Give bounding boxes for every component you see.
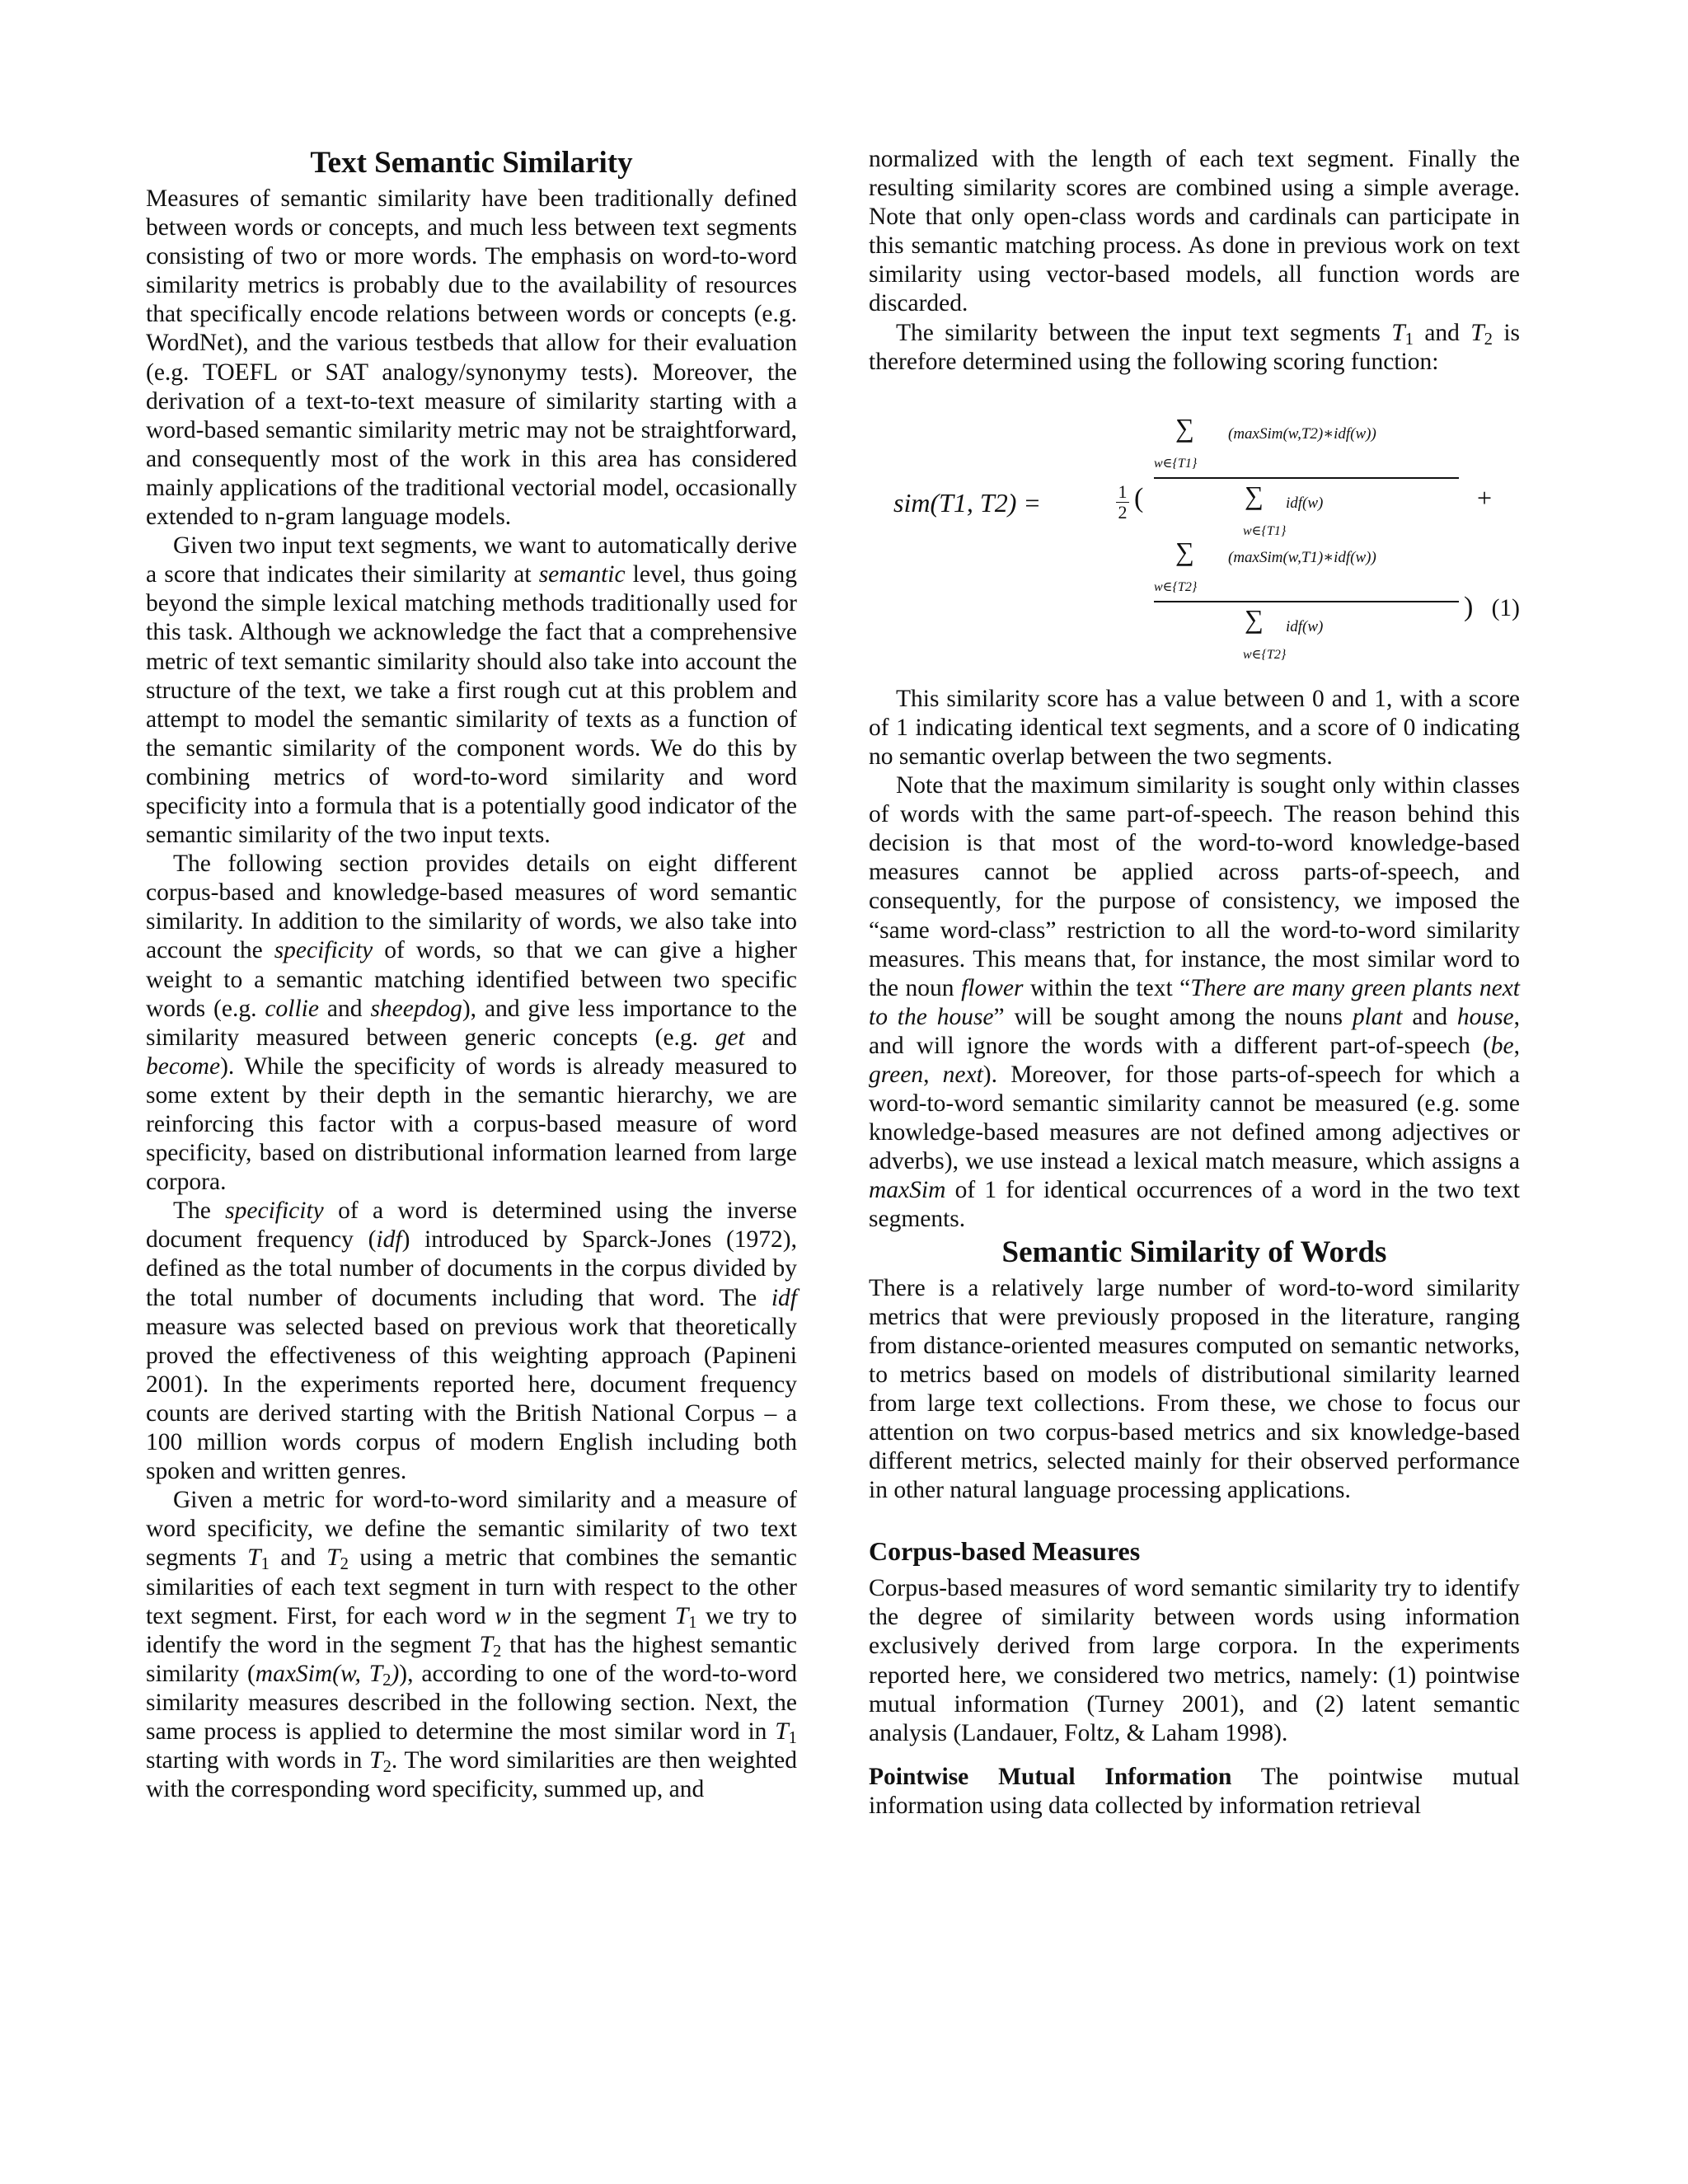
text: ” will be sought among the nouns [993, 1003, 1353, 1030]
text: , [923, 1061, 943, 1088]
text: in the segment [510, 1602, 675, 1629]
sum-index: w∈{T1} [1243, 523, 1287, 538]
emphasis: There are many green plants next to the house [869, 974, 1520, 1030]
paragraph-text: Corpus-based measures of word semantic similarity try to identify the degree of similarity between words using information exclusively derived from large corpora. In the experiments reported here, we considered two metrics, namely: (1) pointwise mutual information (Turney 2001), and (2) latent semantic analysis (Landauer, Foltz, & Laham 1998). [869, 1575, 1520, 1746]
text: of 1 for identical occurrences of a word in the two text segments. [869, 1177, 1520, 1233]
emphasis: plant [1352, 1003, 1403, 1030]
math: ) [391, 1660, 400, 1687]
subscript: 2 [1484, 330, 1493, 349]
sum-index: w∈{T2} [1154, 579, 1198, 594]
subscript: 1 [788, 1729, 797, 1748]
text: starting with words in [146, 1747, 370, 1774]
emphasis: next [942, 1061, 983, 1088]
half-denominator: 2 [1118, 501, 1128, 523]
text: Given a metric for word-to-word similarity and a measure of word specificity, we define the semantic similarity of two text segments [146, 1487, 797, 1572]
paragraph [869, 1274, 1520, 1506]
sum-symbol: ∑ [1175, 412, 1194, 443]
denominator-expr: idf(w) [1286, 617, 1324, 635]
emphasis: house [1456, 1003, 1514, 1030]
sum-symbol: ∑ [1245, 480, 1264, 510]
subscript: 2 [382, 1671, 392, 1690]
text: of a word is determined using the inverse document frequency ( [146, 1197, 797, 1254]
paragraph [869, 319, 1520, 377]
equation-lhs: sim(T1, T2) = [893, 487, 1041, 518]
denominator [1154, 603, 1459, 663]
math: T [1470, 319, 1484, 346]
numerator [1154, 412, 1459, 472]
text: ). While the specificity of words is already measured to some extent by their depth in the semantic hierarchy, we are reinforcing this factor with a corpus-based measure of word specificity, based on distributional information learned from large corpora. [146, 1052, 797, 1196]
paragraph [869, 1763, 1520, 1821]
emphasis: specificity [225, 1197, 324, 1225]
fraction-line [1154, 477, 1459, 479]
emphasis: idf [771, 1284, 797, 1311]
math: T [1391, 319, 1405, 346]
math: w [495, 1602, 511, 1629]
math: maxSim [869, 1177, 946, 1204]
subsection-heading-corpus-based-measures: Corpus-based Measures [869, 1536, 1141, 1567]
emphasis: become [146, 1052, 221, 1080]
text: ), according to one of the word-to-word similarity measures described in the following section. Next, the same process is applied to determine the most similar word in [146, 1660, 797, 1745]
text: Given two input text segments, we want to automatically derive a score that indicates their similarity at [146, 532, 797, 588]
subscript: 1 [688, 1613, 697, 1632]
math: T [247, 1544, 261, 1572]
text: and [744, 1024, 798, 1051]
math: T [674, 1602, 689, 1629]
right-column [869, 145, 1520, 1821]
paragraph [146, 850, 797, 1197]
math: T [775, 1718, 789, 1745]
text: that has the highest semantic similarity ( [146, 1631, 798, 1687]
paragraph [146, 532, 797, 850]
text: ), and give less importance to the similarity measured between generic concepts (e.g. [146, 995, 798, 1051]
equation-1 [869, 398, 1520, 670]
paragraph [869, 771, 1520, 1235]
denominator [1154, 482, 1459, 540]
text: and [318, 995, 371, 1022]
subscript: 2 [340, 1555, 349, 1574]
section-heading-text-semantic-similarity: Text Semantic Similarity [310, 146, 633, 180]
paragraph-text: normalized with the length of each text segment. Finally the resulting similarity scores are combined using a simple average. Note that only open-class words and cardinals can participate in this semantic matching process. As done in previous work on text similarity using vector-based models, all function words are discarded. [869, 146, 1520, 317]
text: of words, so that we can give a higher weight to a semantic matching identified between two specific words (e.g. [146, 937, 797, 1022]
text: . The word similarities are then weighted with the corresponding word specificity, summed up, and [146, 1747, 797, 1803]
plus-sign: + [1477, 482, 1493, 513]
emphasis: flower [961, 974, 1024, 1001]
emphasis: collie [265, 995, 319, 1022]
numerator-expr: (maxSim(w,T2)∗idf(w)) [1228, 424, 1376, 443]
paragraph [869, 685, 1520, 771]
paragraph-text: There is a relatively large number of word-to-word similarity metrics that were previously proposed in the literature, ranging from distance-oriented measures computed on semantic networks, to metrics based on models of distributional similarity learned from large text collections. From these, we chose to focus our attention on two corpus-based metrics and six knowledge-based different metrics, selected mainly for their observed performance in other natural language processing applications. [869, 1274, 1520, 1504]
emphasis: get [715, 1024, 745, 1051]
math: T [326, 1544, 340, 1572]
paragraph-text: Measures of semantic similarity have been traditionally defined between words or concepts, and much less between text segments consisting of two or more words. The emphasis on word-to-word similarity metrics is probably due to the availability of resources that specifically encode relations between words or concepts (e.g. WordNet), and the various testbeds that allow for their evaluation (e.g. TOEFL or SAT analogy/synonymy tests). Moreover, the derivation of a text-to-text measure of similarity starting with a word-based semantic similarity metric may not be straightforward, and consequently most of the work in this area has considered mainly applications of the traditional vectorial model, occasionally extended to n-gram language models. [146, 185, 797, 531]
text: and [269, 1544, 327, 1572]
text: The [173, 1197, 226, 1225]
right-paren: ) [1464, 591, 1474, 622]
equation-number: (1) [1491, 594, 1520, 621]
subscript: 2 [382, 1758, 392, 1777]
half-numerator: 1 [1118, 480, 1128, 502]
paragraph [146, 185, 797, 532]
sum-index: w∈{T1} [1154, 456, 1198, 471]
text: ). Moreover, for those parts-of-speech for which a word-to-word semantic similarity cannot be measured (e.g. some knowledge-based measures are not defined among adjectives or adverbs), we use instead a lexical match measure, which assigns a [869, 1061, 1520, 1175]
paragraph [146, 1486, 797, 1804]
sum-symbol: ∑ [1175, 536, 1194, 566]
text: The similarity between the input text segments [896, 319, 1392, 346]
math: T [369, 1747, 383, 1774]
math: T [479, 1631, 493, 1658]
text: , and will ignore the words with a different part-of-speech ( [869, 1003, 1521, 1059]
emphasis: sheepdog [370, 995, 462, 1022]
sum-symbol: ∑ [1245, 603, 1264, 634]
left-column [146, 145, 797, 1804]
emphasis: idf [376, 1226, 402, 1254]
numerator [1154, 538, 1459, 596]
text: we try to identify the word in the segment [146, 1602, 797, 1658]
paragraph-text: The pointwise mutual information using data collected by information retrieval [869, 1763, 1521, 1819]
text: using a metric that combines the semantic similarities of each text segment in turn with respect to the other text segment. First, for each word [146, 1544, 798, 1629]
text: and [1402, 1003, 1457, 1030]
text: within the text “ [1023, 974, 1191, 1001]
left-paren: ( [1134, 482, 1144, 513]
paragraph [869, 145, 1520, 319]
emphasis: be [1490, 1032, 1514, 1059]
text: level, thus going beyond the simple lexical matching methods traditionally used for this task. Although we acknowledge the fact that a comprehensive metric of text semantic similarity should also take into account the structure of the text, we take a first rough cut at this problem and attempt to model the semantic similarity of texts as a function of the semantic similarity of the component words. We do this by combining metrics of word-to-word similarity and word specificity into a formula that is a potentially good indicator of the semantic similarity of the two input texts. [146, 561, 797, 849]
fraction-line [1154, 601, 1459, 602]
paragraph [146, 1197, 797, 1486]
paragraph-heading: Pointwise Mutual Information [869, 1763, 1232, 1790]
paragraph-text: This similarity score has a value between 0 and 1, with a score of 1 indicating identical text segments, and a score of 0 indicating no semantic overlap between the two segments. [869, 685, 1520, 770]
text: measure was selected based on previous work that theoretically proved the effectiveness of this weighting approach (Papineni 2001). In the experiments reported here, document frequency counts are derived starting with the British National Corpus – a 100 million words corpus of modern English including both spoken and written genres. [146, 1313, 797, 1485]
section-heading-semantic-similarity-of-words: Semantic Similarity of Words [1001, 1235, 1387, 1269]
text: is therefore determined using the following scoring function: [869, 319, 1520, 375]
sum-index: w∈{T2} [1243, 647, 1287, 662]
fraction-one-half [1116, 482, 1129, 523]
text: Note that the maximum similarity is sought only within classes of words with the same part-of-speech. The reason behind this decision is that most of the word-to-word knowledge-based measures cannot be applied across parts-of-speech, and consequently, for the purpose of consistency, we imposed the “same word-class” restriction to all the word-to-word similarity measures. This means that, for instance, the most similar word to the noun [869, 772, 1520, 1001]
text: The following section provides details on eight different corpus-based and knowledge-based measures of word semantic similarity. In addition to the similarity of words, we also take into account the [146, 851, 797, 964]
subscript: 1 [1404, 330, 1414, 349]
denominator-expr: idf(w) [1286, 494, 1324, 512]
text: , [1513, 1032, 1520, 1059]
text: and [1413, 319, 1471, 346]
text: ) introduced by Sparck-Jones (1972), defined as the total number of documents in the corpus divided by the total number of documents including that word. The [146, 1226, 797, 1311]
subscript: 1 [260, 1555, 270, 1574]
numerator-expr: (maxSim(w,T1)∗idf(w)) [1228, 548, 1376, 566]
paragraph [869, 1574, 1520, 1748]
emphasis: green [869, 1061, 924, 1088]
emphasis: semantic [538, 561, 626, 588]
emphasis: specificity [274, 937, 373, 964]
subscript: 2 [492, 1642, 502, 1661]
math: maxSim(w, T [255, 1660, 383, 1687]
